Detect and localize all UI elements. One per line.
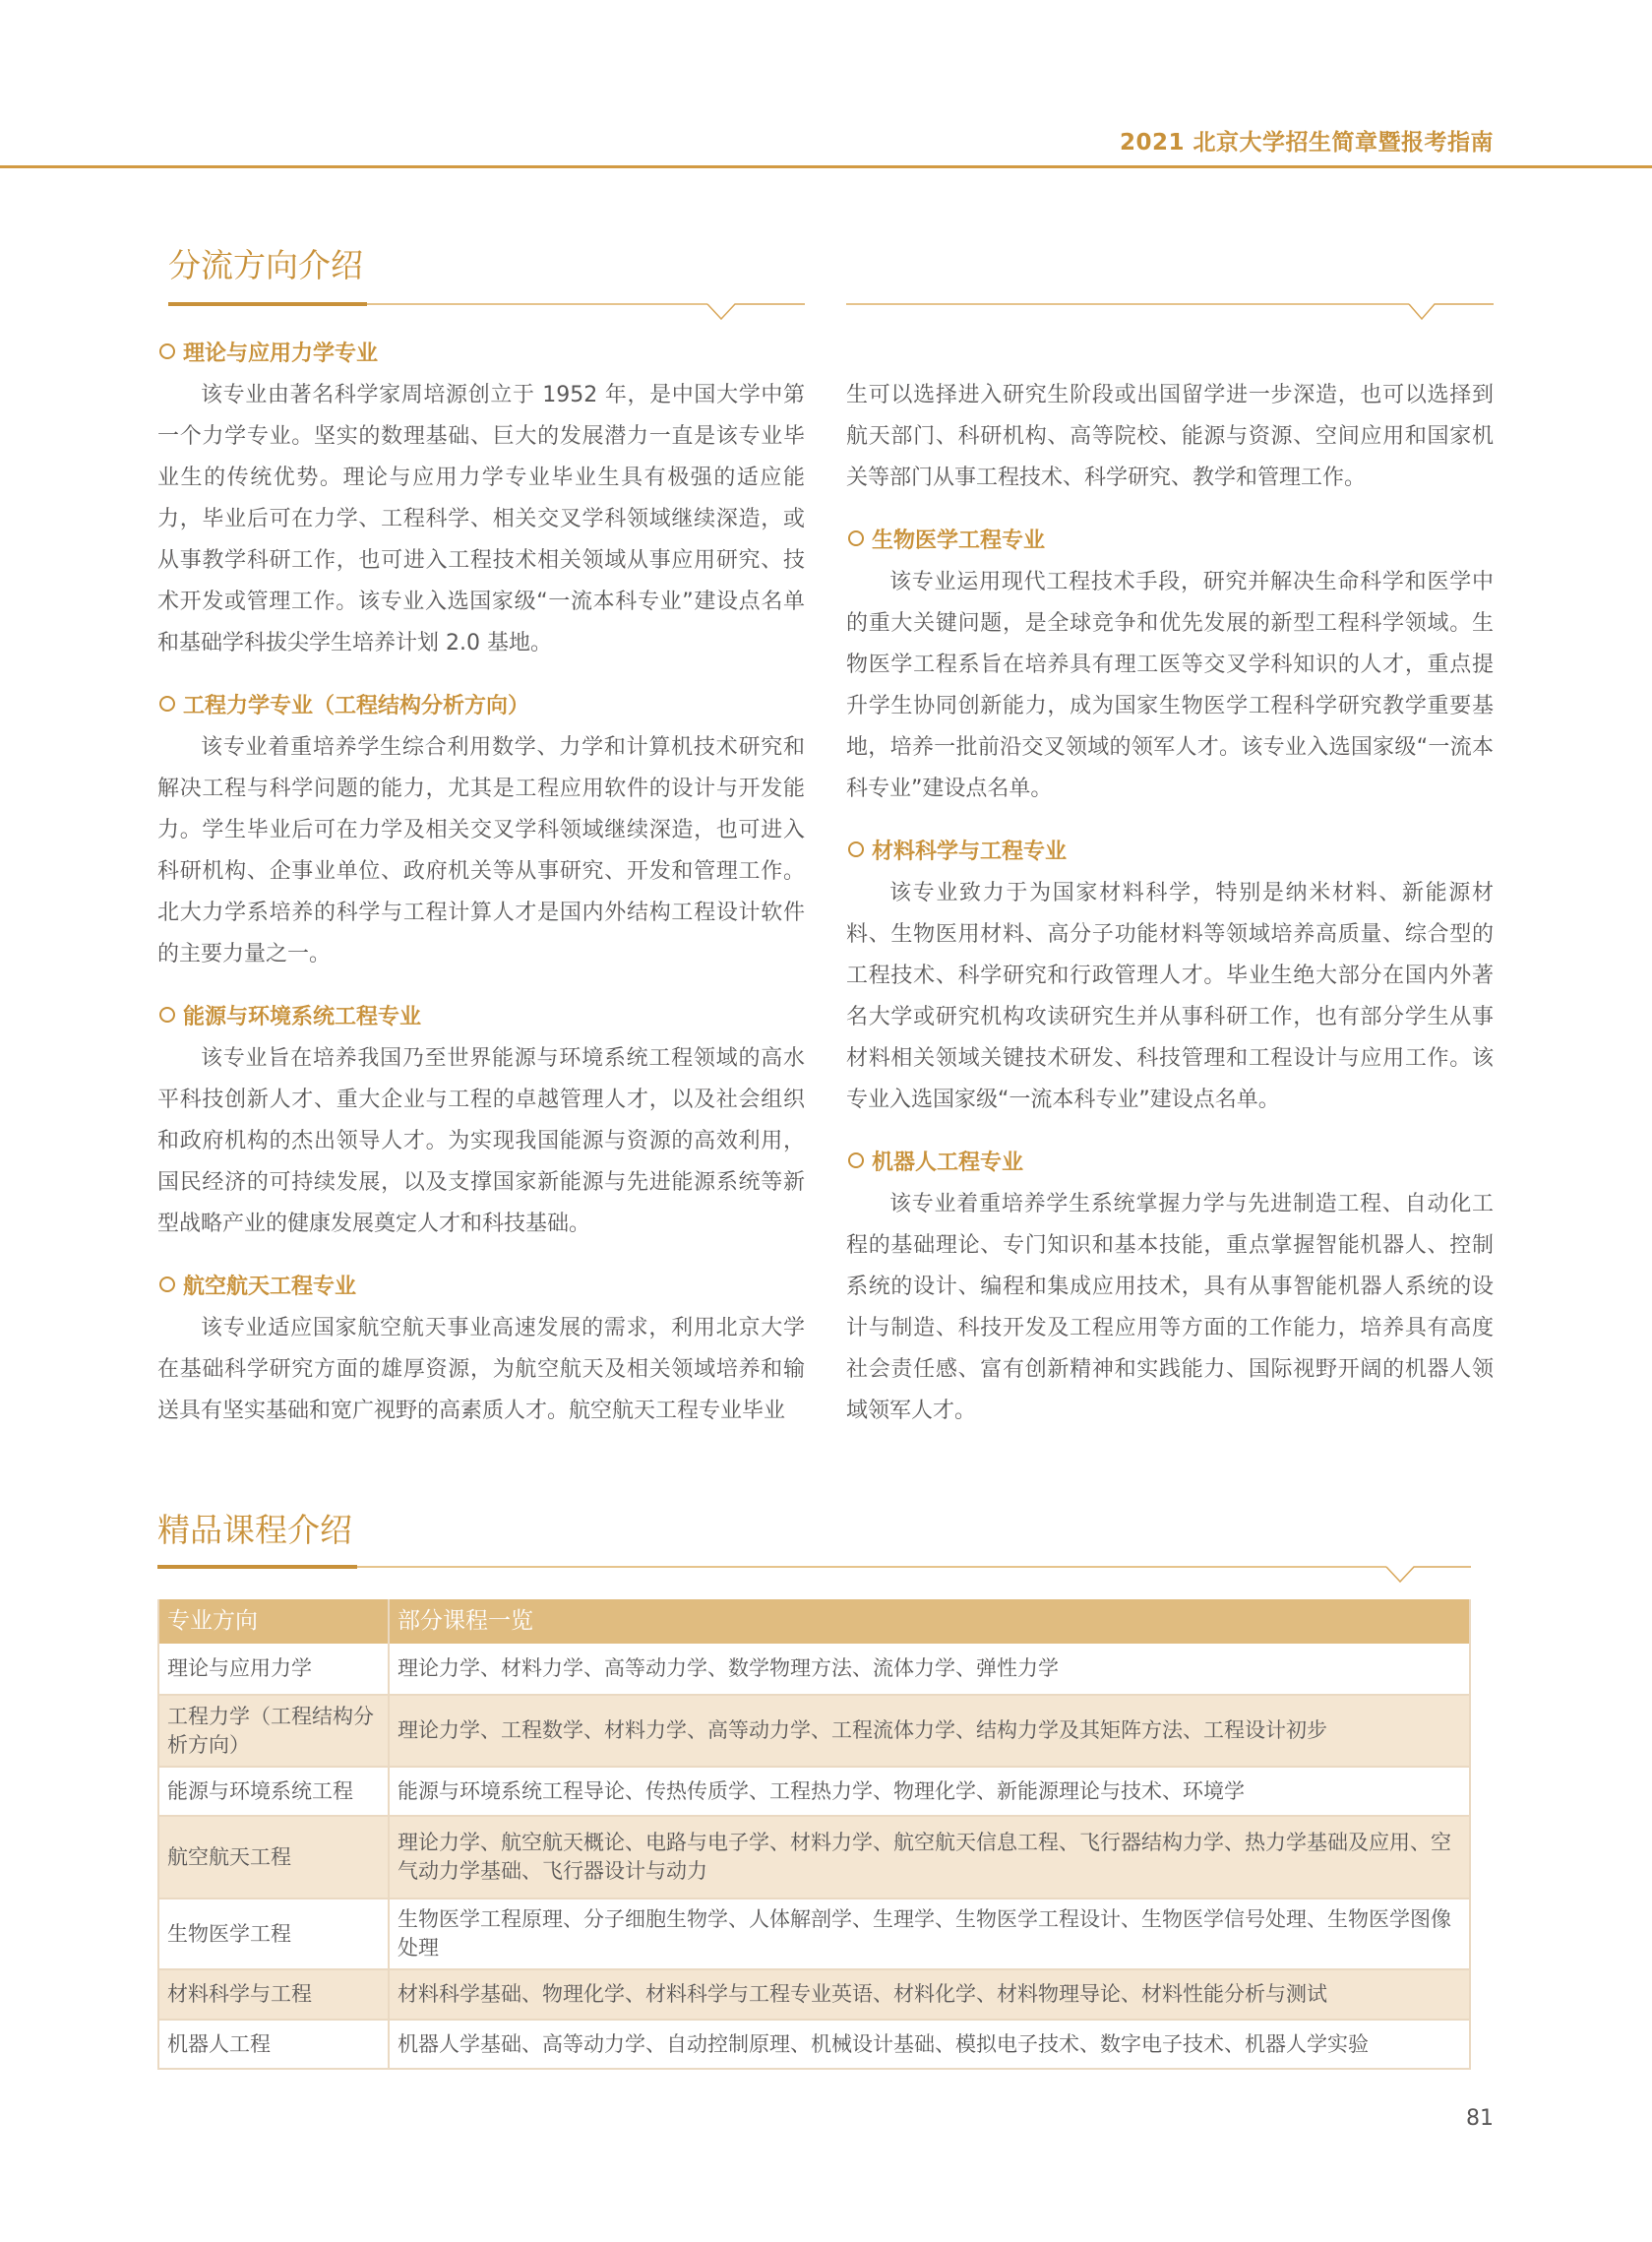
major-heading: 材料科学与工程专业 xyxy=(846,832,1494,873)
section-title-directions: 分流方向介绍 xyxy=(168,246,363,284)
major-heading: 工程力学专业（工程结构分析方向） xyxy=(157,686,805,727)
major-description: 该专业着重培养学生综合利用数学、力学和计算机技术研究和解决工程与科学问题的能力，尤其是工程应用软件的设计与开发能力。学生毕业后可在力学及相关交叉学科领域继续深造，也可进入科研机构、企事业单位、政府机关等从事研究、开发和管理工作。北大力学系培养的科学与工程计算人才是国内外结构工程设计软件的主要力量之一。 xyxy=(157,735,805,966)
major-cell: 生物医学工程 xyxy=(158,1899,389,1969)
header-title: 2021 北京大学招生简章暨报考指南 xyxy=(1119,130,1494,156)
table-row xyxy=(158,1969,1470,2020)
major-cell: 机器人工程 xyxy=(158,2020,389,2069)
table-row xyxy=(158,1767,1470,1816)
column-header: 部分课程一览 xyxy=(389,1599,1470,1644)
table-row xyxy=(158,2020,1470,2069)
major-cell: 能源与环境系统工程 xyxy=(158,1767,389,1816)
circle-bullet-icon xyxy=(848,1152,864,1168)
major-cell: 航空航天工程 xyxy=(158,1816,389,1899)
circle-bullet-icon xyxy=(848,841,864,857)
courses-cell: 能源与环境系统工程导论、传热传质学、工程热力学、物理化学、新能源理论与技术、环境学 xyxy=(389,1767,1470,1816)
circle-bullet-icon xyxy=(159,1277,175,1292)
table-header-row xyxy=(158,1599,1470,1644)
courses-cell: 理论力学、材料力学、高等动力学、数学物理方法、流体力学、弹性力学 xyxy=(389,1644,1470,1695)
major-heading: 能源与环境系统工程专业 xyxy=(157,997,805,1038)
major-cell: 材料科学与工程 xyxy=(158,1969,389,2020)
major-description: 该专业适应国家航空航天事业高速发展的需求，利用北京大学在基础科学研究方面的雄厚资源，为航空航天及相关领域培养和输送具有坚实基础和宽广视野的高素质人才。航空航天工程专业毕业 xyxy=(157,1316,805,1423)
major-description: 该专业运用现代工程技术手段，研究并解决生命科学和医学中的重大关键问题，是全球竞争和优先发展的新型工程科学领域。生物医学工程系旨在培养具有理工医等交叉学科知识的人才，重点提升学生协同创新能力，成为国家生物医学工程科学研究教学重要基地，培养一批前沿交叉领域的领军人才。该专业入选国家级“一流本科专业”建设点名单。 xyxy=(846,570,1494,801)
major-heading: 生物医学工程专业 xyxy=(846,521,1494,562)
section-divider-right xyxy=(846,301,1494,315)
circle-bullet-icon xyxy=(159,696,175,712)
major-heading: 理论与应用力学专业 xyxy=(157,334,805,375)
major-cell: 工程力学（工程结构分析方向） xyxy=(158,1695,389,1767)
right-column xyxy=(846,375,1494,1432)
major-description: 该专业旨在培养我国乃至世界能源与环境系统工程领域的高水平科技创新人才、重大企业与工程的卓越管理人才，以及社会组织和政府机构的杰出领导人才。为实现我国能源与资源的高效利用，国民经济的可持续发展，以及支撑国家新能源与先进能源系统等新型战略产业的健康发展奠定人才和科技基础。 xyxy=(157,1046,805,1236)
section-divider-left xyxy=(168,301,805,315)
circle-bullet-icon xyxy=(159,343,175,359)
circle-bullet-icon xyxy=(848,530,864,546)
major-heading: 机器人工程专业 xyxy=(846,1143,1494,1184)
table-row xyxy=(158,1816,1470,1899)
courses-cell: 机器人学基础、高等动力学、自动控制原理、机械设计基础、模拟电子技术、数字电子技术、机器人学实验 xyxy=(389,2020,1470,2069)
courses-cell: 生物医学工程原理、分子细胞生物学、人体解剖学、生理学、生物医学工程设计、生物医学信号处理、生物医学图像处理 xyxy=(389,1899,1470,1969)
column-header: 专业方向 xyxy=(158,1599,389,1644)
courses-cell: 理论力学、航空航天概论、电路与电子学、材料力学、航空航天信息工程、飞行器结构力学、热力学基础及应用、空气动力学基础、飞行器设计与动力 xyxy=(389,1816,1470,1899)
courses-table xyxy=(157,1599,1471,2070)
header-divider xyxy=(0,165,1652,168)
page-number: 81 xyxy=(1466,2106,1494,2131)
table-row xyxy=(158,1899,1470,1969)
section-title-courses: 精品课程介绍 xyxy=(157,1511,352,1549)
courses-cell: 理论力学、工程数学、材料力学、高等动力学、工程流体力学、结构力学及其矩阵方法、工程设计初步 xyxy=(389,1695,1470,1767)
major-description: 该专业致力于为国家材料科学，特别是纳米材料、新能源材料、生物医用材料、高分子功能材料等领域培养高质量、综合型的工程技术、科学研究和行政管理人才。毕业生绝大部分在国内外著名大学或研究机构攻读研究生并从事科研工作，也有部分学生从事材料相关领域关键技术研发、科技管理和工程设计与应用工作。该专业入选国家级“一流本科专业”建设点名单。 xyxy=(846,881,1494,1112)
section-divider-courses xyxy=(157,1564,1471,1578)
major-heading: 航空航天工程专业 xyxy=(157,1267,805,1308)
major-description: 该专业由著名科学家周培源创立于 1952 年，是中国大学中第一个力学专业。坚实的数理基础、巨大的发展潜力一直是该专业毕业生的传统优势。理论与应用力学专业毕业生具有极强的适应能力，毕业后可在力学、工程科学、相关交叉学科领域继续深造，或从事教学科研工作，也可进入工程技术相关领域从事应用研究、技术开发或管理工作。该专业入选国家级“一流本科专业”建设点名单和基础学科拔尖学生培养计划 2.0 基地。 xyxy=(157,383,805,655)
left-column xyxy=(157,334,805,1432)
courses-cell: 材料科学基础、物理化学、材料科学与工程专业英语、材料化学、材料物理导论、材料性能分析与测试 xyxy=(389,1969,1470,2020)
major-cell: 理论与应用力学 xyxy=(158,1644,389,1695)
table-row xyxy=(158,1695,1470,1767)
major-description-continued: 生可以选择进入研究生阶段或出国留学进一步深造，也可以选择到航天部门、科研机构、高等院校、能源与资源、空间应用和国家机关等部门从事工程技术、科学研究、教学和管理工作。 xyxy=(846,383,1494,490)
circle-bullet-icon xyxy=(159,1007,175,1023)
major-description: 该专业着重培养学生系统掌握力学与先进制造工程、自动化工程的基础理论、专门知识和基本技能，重点掌握智能机器人、控制系统的设计、编程和集成应用技术，具有从事智能机器人系统的设计与制造、科技开发及工程应用等方面的工作能力，培养具有高度社会责任感、富有创新精神和实践能力、国际视野开阔的机器人领域领军人才。 xyxy=(846,1192,1494,1423)
table-row xyxy=(158,1644,1470,1695)
